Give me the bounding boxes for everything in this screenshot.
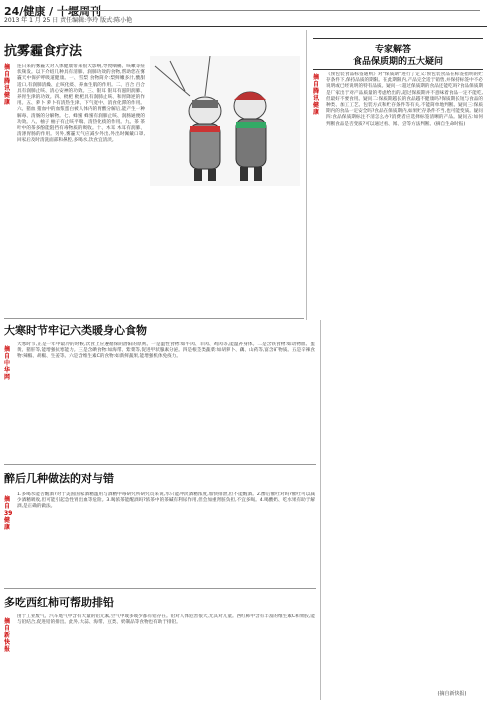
main-article-title: 抗雾霾食疗法: [4, 44, 83, 59]
main-article-tag: 摘自腾讯健康: [4, 64, 11, 106]
winter-article-title: 大寒时节牢记六类暖身心食物: [4, 324, 147, 337]
right-article-kicker: 专家解答: [375, 45, 412, 55]
hangover-article-tag: 摘自39健康: [4, 496, 13, 531]
section-rule: [4, 318, 304, 319]
section-rule: [4, 464, 316, 465]
page-number: 24/健康 / 十堰周刊: [4, 5, 102, 18]
right-article-title: 食品保质期的五大疑问: [353, 57, 444, 67]
tomato-article-body: 由于工业废气、汽车尾气中含有大量的铅元素,空气中或多或少都有铅存在。铅对人体危害很大,尤其对儿童。西红柿中含有丰富的维生素C和果胶,能与铅结合,促进铅的排出。此外,大蒜、海带、豆类、奶制品等食物也有助于排铅。: [17, 614, 315, 626]
right-article-header: [313, 38, 483, 70]
page-header: [0, 0, 487, 27]
section-rule: [4, 588, 316, 589]
winter-couple-illustration: [150, 56, 300, 186]
winter-article-body: 大寒时节,正是一年中最冷的时候,饮食上应遵循保阴潜阳的原则。一是温性食物:如牛肉、羊肉、鸡肉等,能温补身体。二是含铁食物:如动物血、蛋黄、猪肝等,能增强抗寒能力。三是含碘食物:如海带、紫菜等,促进甲状腺素分泌。四是根茎类蔬菜:如胡萝卜、藕、山药等,富含矿物质。五是辛辣食物:辣椒、胡椒、生姜等。六是含维生素C的食物:如新鲜蔬果,能增强机体免疫力。: [17, 342, 315, 360]
column-divider-lower: [320, 320, 321, 700]
right-article-tag: 摘自腾讯健康: [313, 74, 320, 116]
right-article-body: 《预包装食品标签通则》对"保质期"进行了定义:预包装食品在标签指明的贮存条件下,保持品质的期限。在此期限内,产品完全适于销售,并保持标签中不必说明或已经说明的特有品质。疑问一:超过保质期的食品还能吃吗?食品保质期是厂家出于对产品质量的考虑给出的,超过保质期并不意味着食品一定不能吃,但最好不要食用。疑问二:保质期越长的食品越不健康吗?保质期长短与食品的种类、加工工艺、包装方式和贮存条件等有关,不能简单地判断。疑问三:保质期内的食品一定安全吗?食品在保质期内,如果贮存条件不当,也可能变质。疑问四:食品保质期标注不清怎么办?消费者应选择标签清晰的产品。疑问五:如何判断食品是否变质?可以通过看、闻、尝等方法判断。(摘自生命时报): [326, 72, 483, 127]
tomato-article-tag: 摘自新快报: [4, 618, 11, 653]
dateline: 2013 年 1 月 25 日 责任编辑:李玲 版式:陈小艳: [4, 17, 133, 24]
tomato-article-title: 多吃西红柿可帮助排铅: [4, 596, 114, 609]
hangover-article-title: 醉后几种做法的对与错: [4, 472, 114, 485]
main-article-body-col1: 连日来的雾霾天对人体健康带来很大影响,导致咽痛、咳嗽等症状频发。以下介绍几种具有清肺、润肺功效的食物,帮助您在雾霾天中保护呼吸道健康。一、雪梨 食物简介:梨鲜嫩多汁,酸甜适口,有润肺清燥、止咳化痰、养血生肌的作用。二、百合 百合具有润肺止咳、清心安神的功效。三、银耳 银耳有滋阴润肺、养胃生津的功效。四、枇杷 枇杷具有润肺止咳、和胃降逆的作用。五、萝卜 萝卜有清热生津、下气宽中、消食化滞的作用。六、猪血 猪血中的血浆蛋白被人体内的胃酸分解后,能产生一种解毒、清肠的分解物。七、蜂蜜 蜂蜜有润肺止咳、润肠通便的功效。八、柚子 柚子有止咳平喘、清热化痰的作用。九、茶 茶叶中的茶多酚能阻挡有毒物质的吸收。十、木耳 木耳有润肺、清涤胃肠的作用。另外,雾霾天气应减少外出,外出时佩戴口罩,回家后及时清洗面部和鼻腔,多喝水,饮食宜清淡。: [17, 64, 145, 144]
column-divider: [306, 30, 307, 320]
hangover-article-body: 1.多喝水能否醒酒?对于美国国家酒精滥用与酒精中毒研究所研究员来说,水只能冲淡酒精浓度,加快排泄,但不能醒酒。2.醉后催吐对吗?催吐可以减少酒精吸收,但可能引起急性胃出血等危险。3.喝浓茶能醒酒吗?浓茶中的茶碱有利尿作用,但会加重肾脏负担,不宜多喝。4.喝酸奶、吃水果有助于解酒,是正确的做法。: [17, 492, 315, 510]
main-article-body-col2: [150, 190, 300, 314]
header-rule: [60, 10, 480, 11]
tomato-byline: (摘自新快报): [437, 691, 467, 697]
winter-article-tag: 摘自中华网: [4, 346, 11, 381]
